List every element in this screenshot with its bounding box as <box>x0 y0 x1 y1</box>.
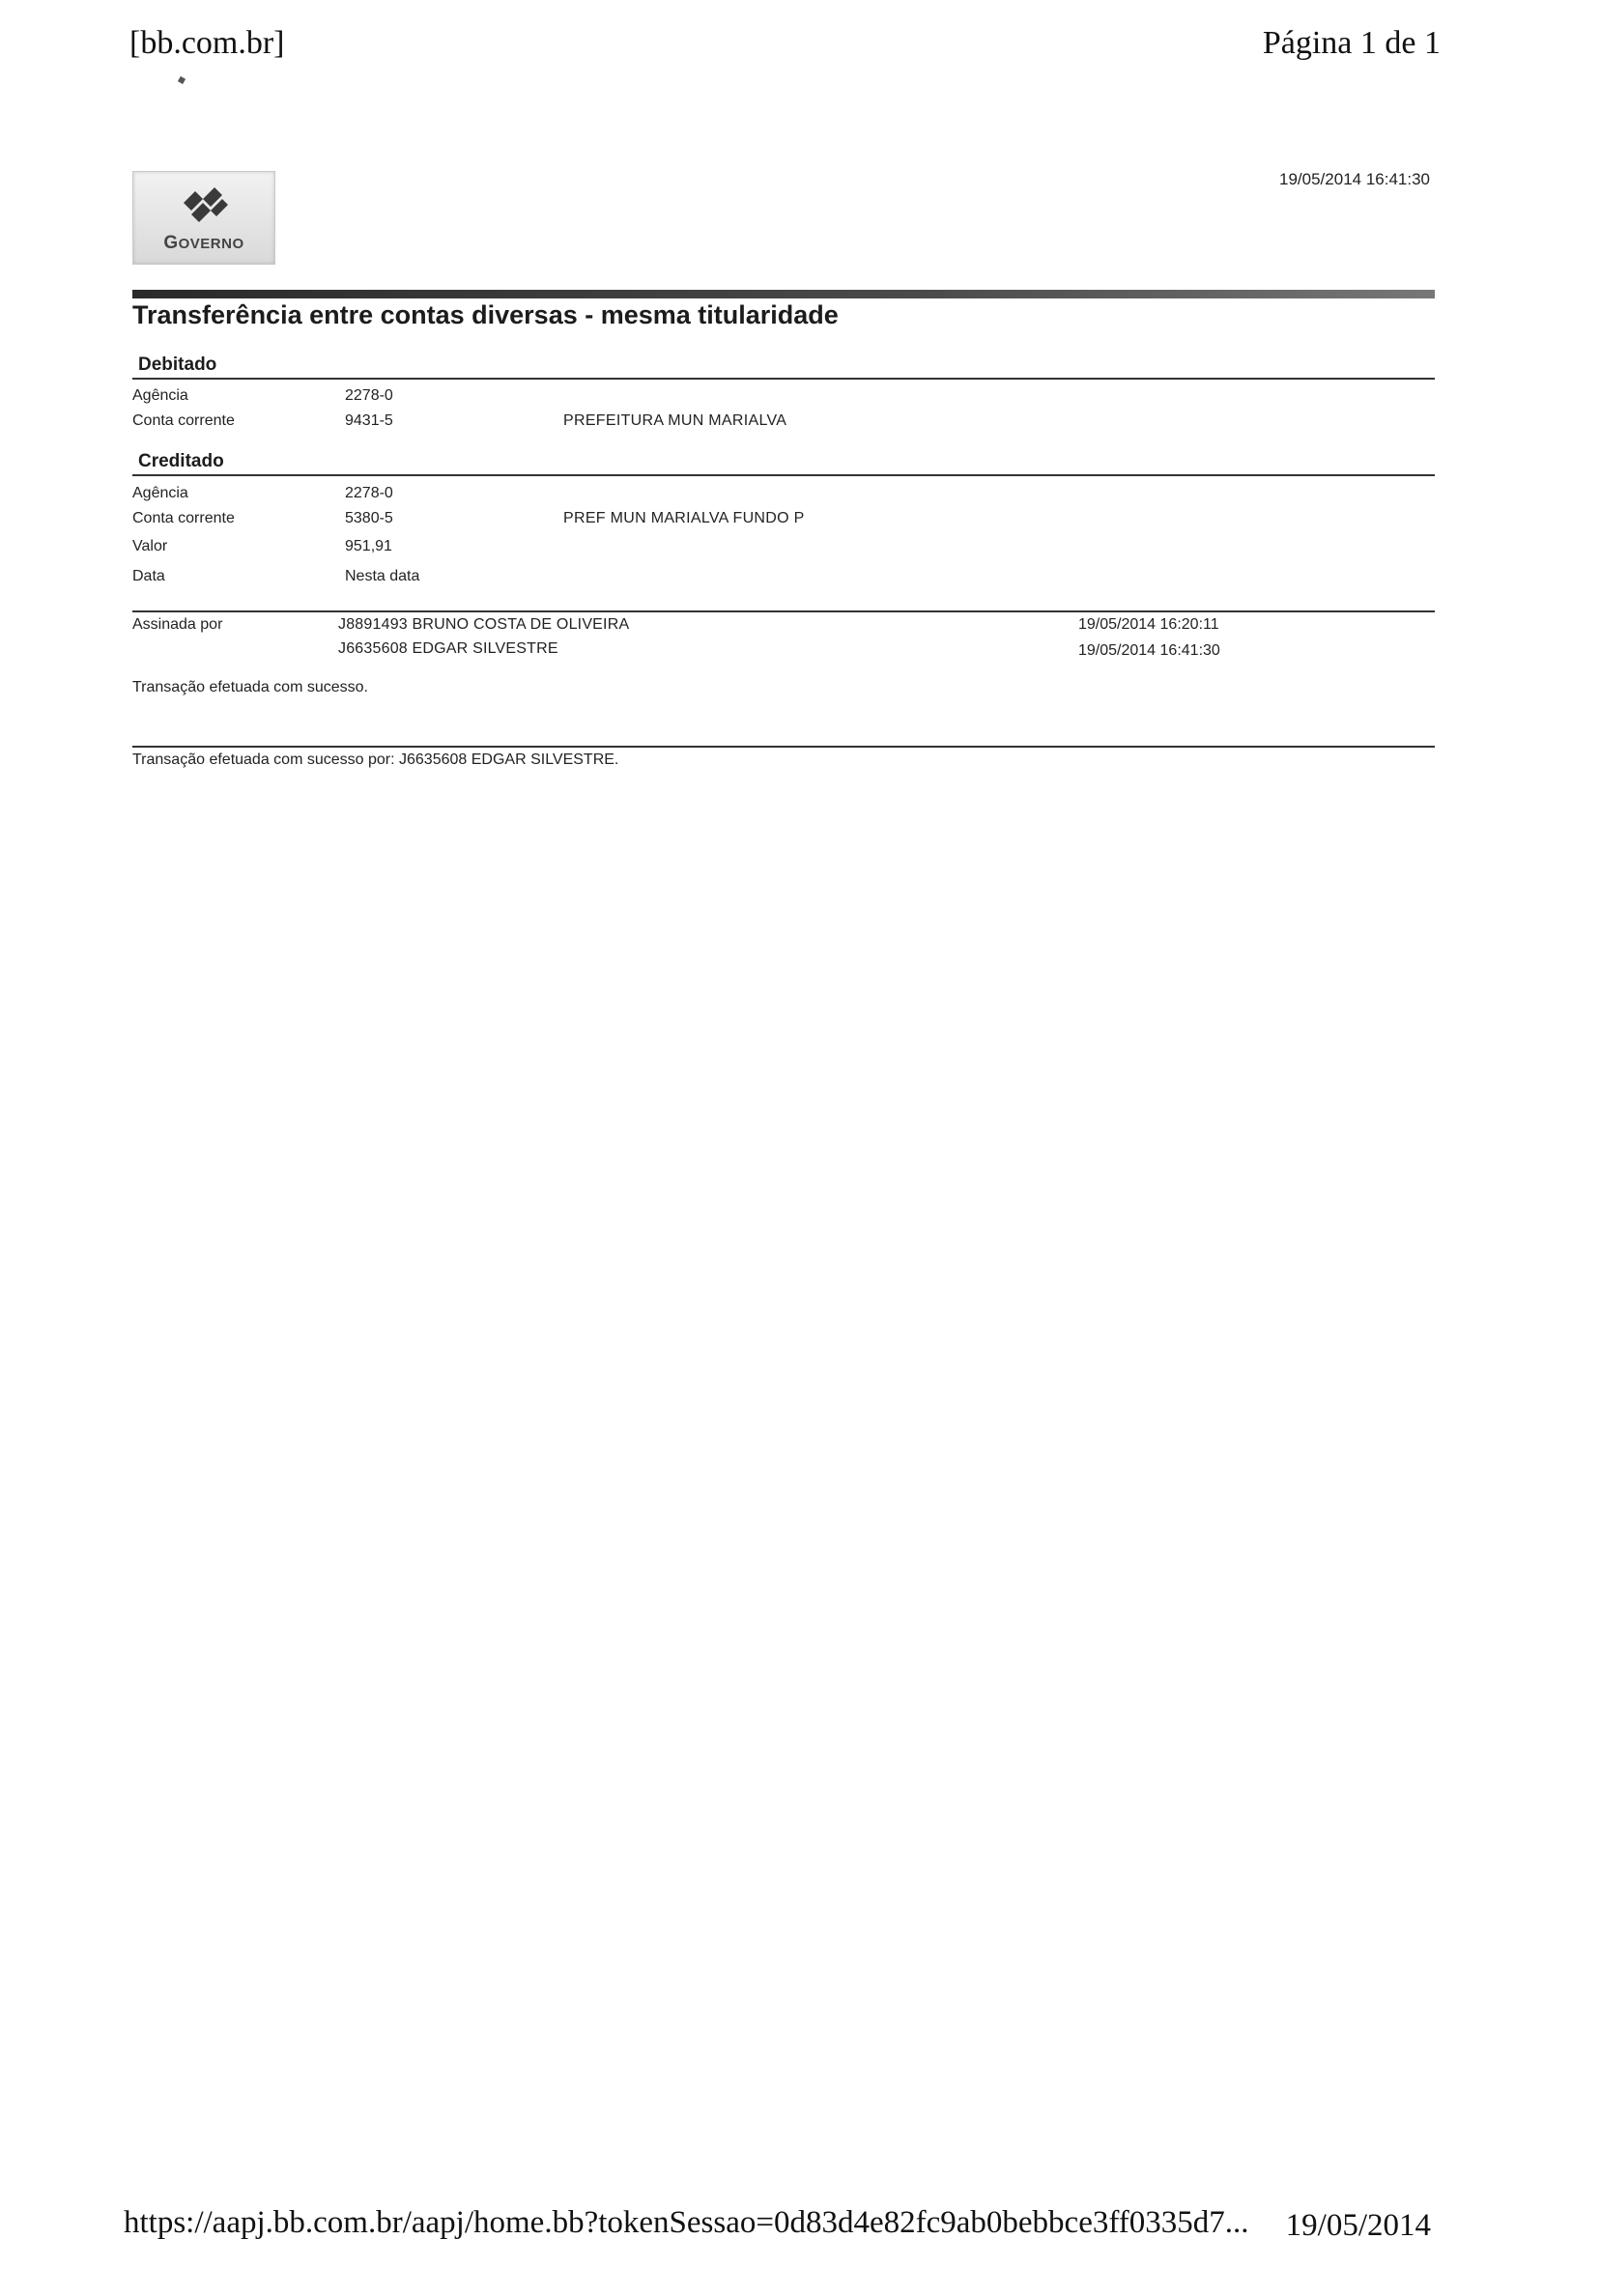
debitado-heading: Debitado <box>132 353 1435 380</box>
creditado-heading: Creditado <box>132 449 1435 476</box>
conta-value: 9431-5 <box>345 412 393 429</box>
conta-label: Conta corrente <box>132 510 235 526</box>
assinada-por-label: Assinada por <box>132 616 223 633</box>
footer-message: Transação efetuada com sucesso por: J6635608 EDGAR SILVESTRE. <box>132 751 619 768</box>
data-value: Nesta data <box>345 568 420 584</box>
page-title: Transferência entre contas diversas - mesma titularidade <box>132 300 839 329</box>
signer-name: J8891493 BRUNO COSTA DE OLIVEIRA <box>338 616 630 633</box>
valor-label: Valor <box>132 538 168 554</box>
print-header-page: Página 1 de 1 <box>1262 25 1441 61</box>
signer-timestamp: 19/05/2014 16:20:11 <box>1078 616 1219 633</box>
signer-timestamp: 19/05/2014 16:41:30 <box>1078 642 1220 659</box>
print-footer-url: https://aapj.bb.com.br/aapj/home.bb?tokenSessao=0d83d4e82fc9ab0bebbce3ff0335d7... <box>124 2205 1249 2240</box>
signer-name: J6635608 EDGAR SILVESTRE <box>338 640 558 657</box>
print-footer-date: 19/05/2014 <box>1285 2208 1431 2243</box>
signatures-divider <box>132 610 1435 612</box>
banco-do-brasil-logo <box>132 171 275 265</box>
footer-divider <box>132 746 1435 748</box>
agencia-value: 2278-0 <box>345 485 393 501</box>
logo-governo-text: GOVERNO <box>163 233 244 253</box>
agencia-label: Agência <box>132 485 188 501</box>
status-message: Transação efetuada com sucesso. <box>132 679 368 695</box>
print-timestamp: 19/05/2014 16:41:30 <box>1279 170 1430 188</box>
data-label: Data <box>132 568 165 584</box>
agencia-label: Agência <box>132 387 188 404</box>
creditado-titular: PREF MUN MARIALVA FUNDO P <box>563 510 805 526</box>
debitado-section <box>132 353 1435 380</box>
debitado-titular: PREFEITURA MUN MARIALVA <box>563 412 787 429</box>
agencia-value: 2278-0 <box>345 387 393 404</box>
scan-artifact <box>178 76 186 84</box>
bb-symbol-icon <box>174 182 234 230</box>
valor-value: 951,91 <box>345 538 392 554</box>
title-divider-bar <box>132 290 1435 298</box>
creditado-section <box>132 449 1435 476</box>
conta-label: Conta corrente <box>132 412 235 429</box>
conta-value: 5380-5 <box>345 510 393 526</box>
print-header-site: [bb.com.br] <box>129 25 285 61</box>
